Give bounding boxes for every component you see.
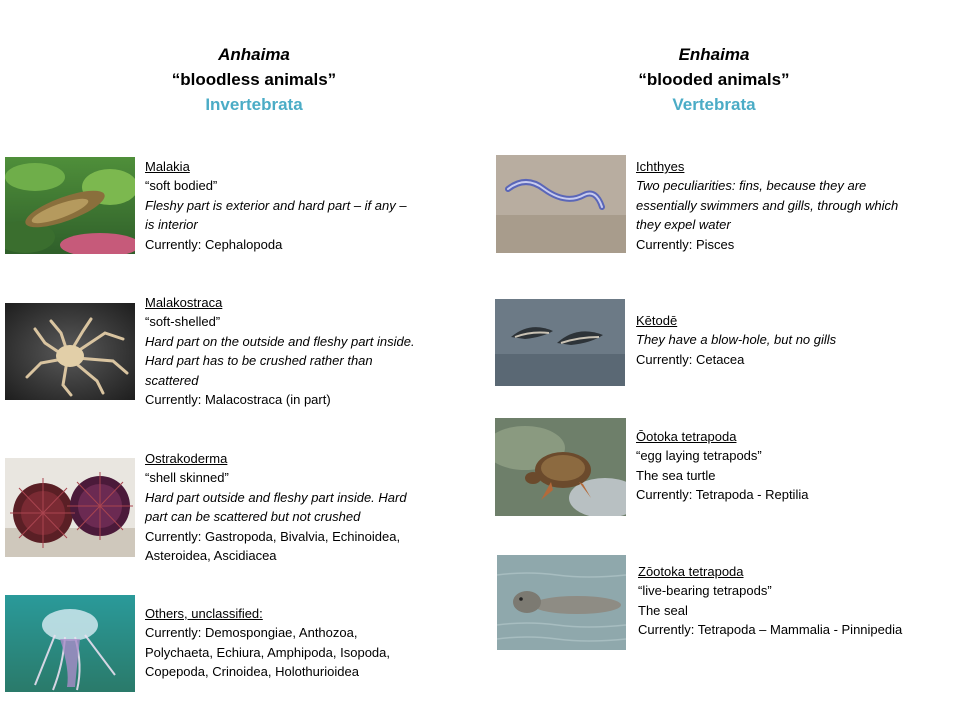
sea-urchins-photo	[5, 458, 135, 557]
entry-name: Ostrakoderma	[145, 451, 228, 466]
entry-ostrakoderma	[145, 449, 465, 565]
entry-line: The sea turtle	[636, 467, 716, 483]
entry-current: Currently: Cetacea	[636, 351, 745, 367]
entry-description: Hard part outside and fleshy part inside. Hard	[145, 489, 407, 505]
entry-description: Fleshy part is exterior and hard part – if any –	[145, 197, 407, 213]
entry-current: Asteroidea, Ascidiacea	[145, 548, 277, 564]
jellyfish-photo	[5, 595, 135, 692]
entry-description: scattered	[145, 372, 199, 388]
entry-current: Currently: Demospongiae, Anthozoa,	[145, 625, 358, 641]
right-group: Vertebrata	[672, 95, 756, 114]
entry-name: Ōotoka tetrapoda	[636, 429, 737, 444]
entry-current: Currently: Cephalopoda	[145, 236, 283, 252]
left-subtitle: “bloodless animals”	[171, 70, 337, 89]
spider-crab-photo	[5, 303, 135, 400]
left-group: Invertebrata	[205, 95, 303, 114]
entry-current: Polychaeta, Echiura, Amphipoda, Isopoda,	[145, 644, 390, 660]
entry-current: Currently: Gastropoda, Bivalvia, Echinoidea,	[145, 528, 401, 544]
entry-malakia	[145, 157, 455, 254]
entry-current: Currently: Tetrapoda - Reptilia	[636, 487, 809, 503]
entry-line: The seal	[638, 602, 688, 618]
entry-line: “shell skinned”	[145, 470, 229, 486]
entry-description: is interior	[145, 217, 198, 233]
entry-description: part can be scattered but not crushed	[145, 509, 361, 525]
entry-current: Currently: Pisces	[636, 236, 735, 252]
entry-name: Malakia	[145, 159, 190, 174]
cuttlefish-photo	[5, 157, 135, 254]
entry-malakostraca	[145, 293, 465, 409]
entry-current: Copepoda, Crinoidea, Holothurioidea	[145, 664, 359, 680]
entry-ketode	[636, 311, 956, 369]
entry-current: Currently: Tetrapoda – Mammalia - Pinnipedia	[638, 622, 903, 638]
entry-description: They have a blow-hole, but no gills	[636, 332, 837, 348]
entry-description: Hard part has to be crushed rather than	[145, 353, 373, 369]
entry-line: “soft-shelled”	[145, 314, 221, 330]
entry-line: “egg laying tetrapods”	[636, 448, 762, 464]
right-column-header	[564, 42, 864, 117]
eel-photo	[496, 155, 626, 253]
entry-description: Hard part on the outside and fleshy part inside.	[145, 333, 415, 349]
seal-photo	[497, 555, 626, 650]
entry-description: they expel water	[636, 217, 731, 233]
dolphins-photo	[495, 299, 625, 386]
sea-turtle-photo	[495, 418, 626, 516]
entry-zootoka	[638, 562, 956, 640]
entry-ichthyes	[636, 157, 956, 254]
entry-name: Others, unclassified:	[145, 606, 263, 621]
entry-ootoka	[636, 427, 956, 505]
entry-name: Ichthyes	[636, 159, 685, 174]
entry-name: Zōotoka tetrapoda	[638, 564, 744, 579]
entry-name: Kētodē	[636, 313, 678, 328]
entry-current: Currently: Malacostraca (in part)	[145, 392, 331, 408]
entry-description: essentially swimmers and gills, through which	[636, 197, 899, 213]
left-title: Anhaima	[218, 45, 290, 64]
right-title: Enhaima	[678, 45, 750, 64]
entry-name: Malakostraca	[145, 295, 223, 310]
left-column-header	[104, 42, 404, 117]
right-subtitle: “blooded animals”	[638, 70, 790, 89]
entry-line: “soft bodied”	[145, 178, 218, 194]
entry-line: “live-bearing tetrapods”	[638, 583, 772, 599]
entry-description: Two peculiarities: fins, because they are	[636, 178, 867, 194]
entry-others	[145, 604, 465, 682]
